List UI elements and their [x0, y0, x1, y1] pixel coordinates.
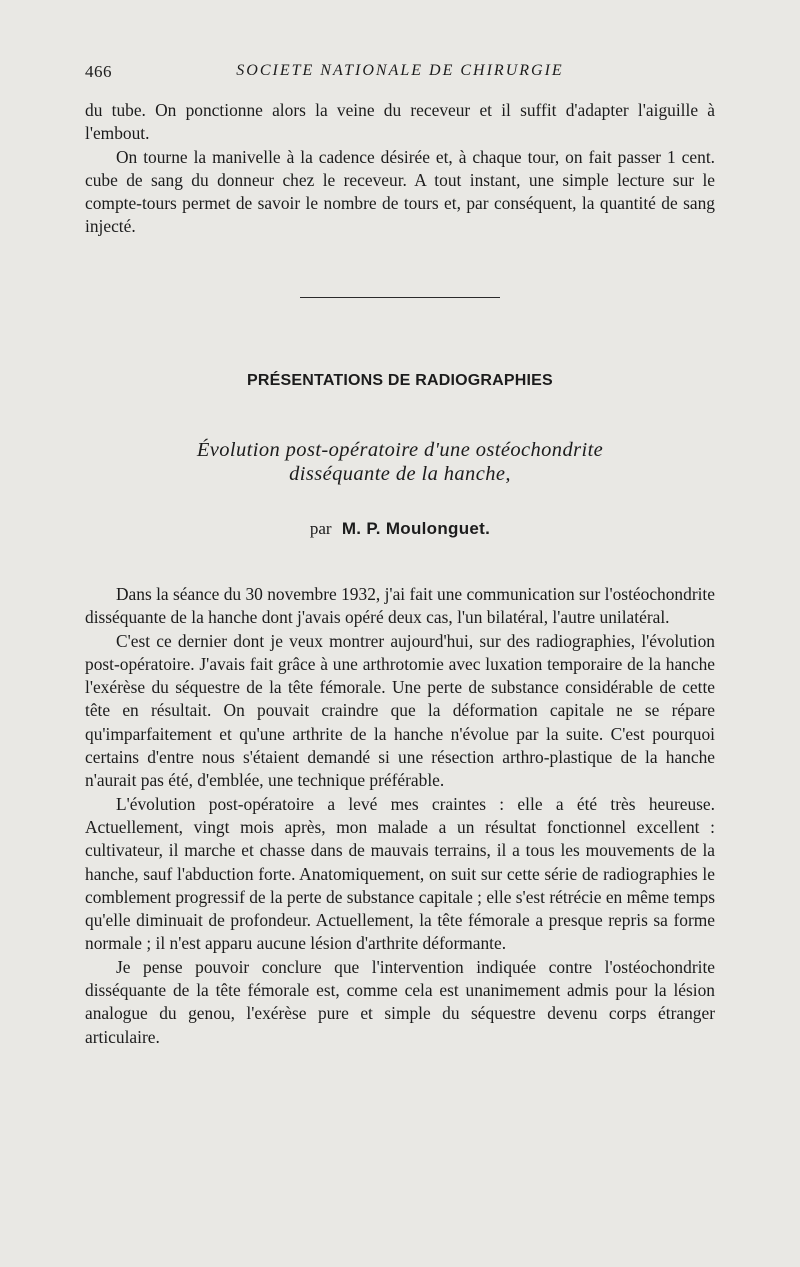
byline-prefix: par [309, 519, 332, 538]
paragraph: On tourne la manivelle à la cadence désirée et, à chaque tour, on fait passer 1 cent. cube de sang du donneur chez le receveur. A tout instant, une simple lecture sur le compte-tours permet de savoir le nombre de tours et, par conséquent, la quantité de sang injecté. [85, 146, 715, 237]
paragraph: L'évolution post-opératoire a levé mes craintes : elle a été très heureuse. Actuellement, vingt mois après, mon malade a un résultat fonctionnel excellent : cultivateur, il marche et chasse dans de mauvais terrains, il a tous les mouvements de la hanche, sauf l'abduction forte. Anatomiquement, on suit sur cette série de radiographies le comblement progressif de la perte de substance capitale ; elle s'est rétrécie en même temps qu'elle diminuait de profondeur. Actuellement, la tête fémorale a presque repris sa forme normale ; il n'est apparu aucune lésion d'arthrite déformante. [85, 793, 715, 954]
article-title-line: disséquante de la hanche, [289, 463, 511, 485]
page-header [85, 62, 715, 84]
paragraph: Dans la séance du 30 novembre 1932, j'ai fait une communication sur l'ostéochondrite disséquante de la hanche dont j'avais opéré deux cas, l'un bilatéral, l'autre unilatéral. [85, 584, 715, 628]
paragraph: du tube. On ponctionne alors la veine du receveur et il suffit d'adapter l'aiguille à l'embout. [85, 100, 715, 144]
article-body [85, 583, 715, 1049]
intro-text [85, 99, 715, 239]
page-number: 466 [85, 62, 112, 81]
paragraph: Je pense pouvoir conclure que l'intervention indiquée contre l'ostéochondrite disséquante de la tête fémorale est, comme cela est unanimement admis pour la lésion analogue du genou, l'exérèse pure et simple du séquestre devenu corps étranger articulaire. [85, 956, 715, 1047]
article-title [85, 438, 715, 486]
paragraph: C'est ce dernier dont je veux montrer aujourd'hui, sur des radiographies, l'évolution post-opératoire. J'avais fait grâce à une arthrotomie avec luxation temporaire de la hanche l'exérèse du séquestre de la tête fémorale. Une perte de substance considérable de cette tête en résultait. On pouvait craindre que la déformation capitale ne se répare qu'imparfaitement et qu'une arthrite de la hanche n'évolue par la suite. C'est pourquoi certains d'entre nous s'étaient demandé si une résection arthro-plastique de la hanche n'aurait pas été, d'emblée, une technique préférable. [85, 630, 715, 791]
author-name: M. P. Moulonguet. [341, 519, 491, 538]
running-title: SOCIETE NATIONALE DE CHIRURGIE [236, 62, 564, 79]
section-divider [300, 297, 500, 298]
article-title-line: Évolution post-opératoire d'une ostéochondrite [196, 439, 604, 461]
section-heading: PRÉSENTATIONS DE RADIOGRAPHIES [247, 372, 553, 389]
byline [85, 519, 715, 539]
